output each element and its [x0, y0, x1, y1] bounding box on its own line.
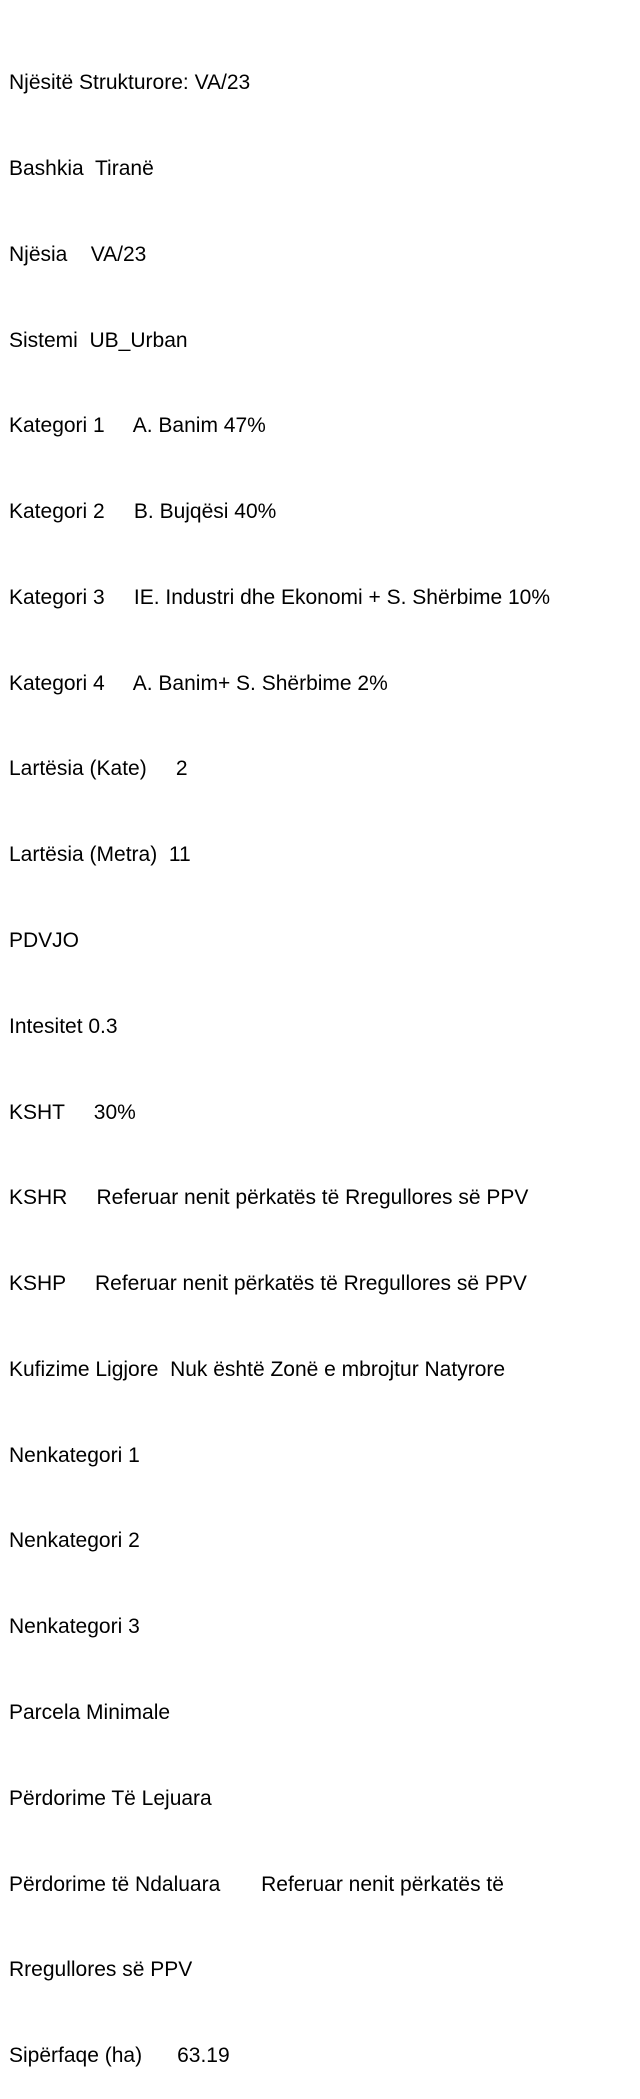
text-line-subcategory-1: Nenkategori 1	[9, 1443, 140, 1467]
text-line-minimum-parcel: Parcela Minimale	[9, 1701, 171, 1725]
text-line-kshr: KSHR Referuar nenit përkatës të Rregullores së PPV	[9, 1186, 529, 1210]
text-line-permitted-uses: Përdorime Të Lejuara	[9, 1786, 212, 1810]
text-line-subcategory-2: Nenkategori 2	[9, 1529, 140, 1553]
text-line-height-floors: Lartësia (Kate) 2	[9, 757, 188, 781]
text-line-prohibited-uses-continued: Rregullores së PPV	[9, 1958, 193, 1982]
text-line-height-meters: Lartësia (Metra) 11	[9, 843, 191, 867]
text-line-system: Sistemi UB_Urban	[9, 328, 188, 352]
text-line-intensity: Intesitet 0.3	[9, 1014, 118, 1038]
text-line-category-2: Kategori 2 B. Bujqësi 40%	[9, 500, 277, 524]
document-text	[9, 12, 636, 2099]
text-line-legal-restrictions: Kufizime Ligjore Nuk është Zonë e mbrojtur Natyrore	[9, 1357, 506, 1381]
text-line-unit: Njësia VA/23	[9, 242, 147, 266]
text-line-category-4: Kategori 4 A. Banim+ S. Shërbime 2%	[9, 671, 388, 695]
text-line-structural-unit: Njësitë Strukturore: VA/23	[9, 71, 251, 95]
text-line-category-3: Kategori 3 IE. Industri dhe Ekonomi + S. Shërbime 10%	[9, 585, 551, 609]
text-line-area-hectares: Sipërfaqe (ha) 63.19	[9, 2044, 230, 2068]
text-line-ksht: KSHT 30%	[9, 1100, 136, 1124]
text-line-kshp: KSHP Referuar nenit përkatës të Rregullores së PPV	[9, 1272, 527, 1296]
text-line-category-1: Kategori 1 A. Banim 47%	[9, 414, 266, 438]
text-line-municipality: Bashkia Tiranë	[9, 156, 154, 180]
text-line-pdvjo: PDVJO	[9, 929, 80, 952]
text-line-subcategory-3: Nenkategori 3	[9, 1615, 140, 1639]
text-line-prohibited-uses: Përdorime të Ndaluara Referuar nenit përkatës të	[9, 1872, 504, 1896]
